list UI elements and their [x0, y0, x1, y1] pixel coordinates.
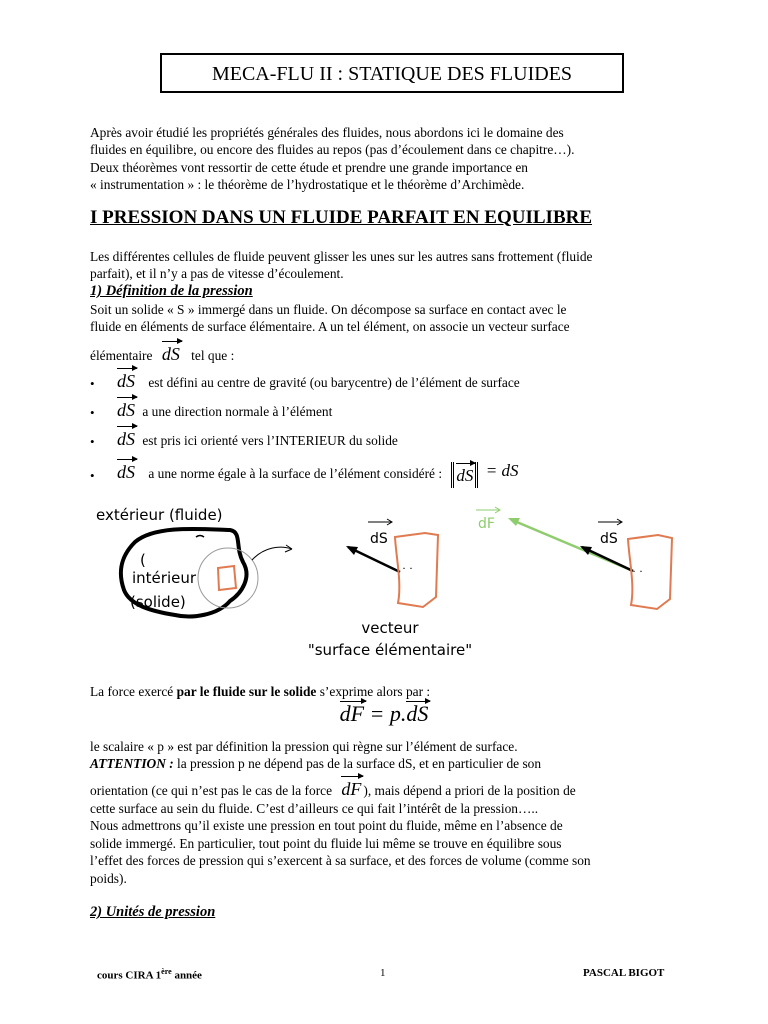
- footer-author: PASCAL BIGOT: [583, 967, 665, 979]
- bullet-item: [117, 396, 332, 420]
- vector-dF-symbol: dF: [339, 701, 365, 726]
- norm-bars: [451, 462, 478, 488]
- subsection-heading-units: 2) Unités de pression: [90, 904, 216, 920]
- zoom-circle: [198, 548, 258, 608]
- orientation-text: ), mais dépend a priori de la position de: [363, 783, 576, 798]
- figure-label-solid: (solide): [130, 593, 186, 611]
- intro-line: Deux théorèmes vont ressortir de cette étude et prendre une grande importance en: [90, 159, 528, 175]
- figure-label-dS-right: dS: [600, 531, 618, 547]
- footer-course-end: année: [171, 969, 202, 982]
- bullet-item: [117, 458, 519, 488]
- vector-arrow-mark: [598, 519, 622, 525]
- vector-arrow-mark: [476, 507, 500, 513]
- intro-line: Après avoir étudié les propriétés générales des fluides, nous abordons ici le domaine des: [90, 125, 564, 140]
- closing-line: poids).: [90, 870, 127, 886]
- closing-line: Nous admettrons qu’il existe une pression en tout point du fluide, même en l’absence de: [90, 818, 563, 834]
- zoom-arrow: [252, 547, 292, 560]
- vector-dS-symbol: dS: [117, 367, 135, 390]
- force-text: La force exercé: [90, 684, 177, 699]
- intro-line: fluides en équilibre, ou encore des fluides au repos (pas d’écoulement dans ce chapitre…).: [90, 142, 575, 158]
- section-intro: [90, 248, 680, 283]
- figure-label-dF: dF: [478, 516, 495, 532]
- figure-caption-vector: vecteur: [361, 619, 419, 637]
- pressure-figure: [80, 495, 700, 670]
- vector-dS-symbol: dS: [162, 340, 180, 363]
- vector-dS-symbol: dS: [117, 396, 135, 419]
- vector-dS-symbol: dS: [456, 462, 473, 485]
- surface-dots: · ·: [402, 561, 413, 575]
- closing-line: cette surface au sein du fluide. C’est d’ailleurs ce qui fait l’intérêt de la pression…..: [90, 801, 539, 816]
- definition-text: élémentaire: [90, 348, 153, 363]
- attention-text: la pression p ne dépend pas de la surface dS, et en particulier de son: [173, 756, 542, 771]
- definition-line-vector: [90, 340, 234, 364]
- vector-dS-symbol: dS: [117, 425, 135, 448]
- blob-tick-mark: [196, 536, 204, 538]
- formula-middle: = p.: [364, 701, 407, 726]
- subsection-heading-definition: 1) Définition de la pression: [90, 283, 253, 299]
- vector-dF-symbol: dF: [341, 775, 361, 798]
- bullet-symbol: •: [90, 405, 95, 420]
- section-intro-line: Les différentes cellules de fluide peuvent glisser les unes sur les autres sans frottement (fluide: [90, 249, 593, 264]
- footer-course-sup: ère: [161, 967, 172, 976]
- bullet-item: [117, 367, 520, 391]
- vector-dS-symbol: dS: [117, 458, 135, 481]
- bullet-symbol: •: [90, 434, 95, 449]
- footer-page-number: 1: [380, 967, 386, 979]
- definition-paragraph: [90, 301, 680, 336]
- bullet-item: [117, 425, 398, 449]
- figure-label-dS-left: dS: [370, 531, 388, 547]
- definition-text: tel que :: [191, 348, 235, 363]
- bullet-text: est défini au centre de gravité (ou barycentre) de l’élément de surface: [148, 375, 520, 390]
- vector-arrow-mark: [368, 519, 392, 525]
- figure-label-exterior: extérieur (fluide): [96, 506, 223, 524]
- bullet-symbol: •: [90, 376, 95, 391]
- closing-line: l’effet des forces de pression qui s’exercent à sa surface, et des forces de volume (comme son: [90, 853, 591, 869]
- closing-paragraph: [90, 800, 680, 887]
- page-title: MECA-FLU II : STATIQUE DES FLUIDES: [160, 53, 624, 93]
- figure-label-interior: intérieur: [132, 569, 197, 587]
- definition-line: Soit un solide « S » immergé dans un fluide. On décompose sa surface en contact avec le: [90, 302, 567, 317]
- force-formula: [0, 700, 768, 727]
- closing-line: solide immergé. En particulier, tout point du fluide lui même se trouve en équilibre sous: [90, 835, 562, 851]
- footer-course: [97, 967, 202, 982]
- force-text: s’exprime alors par :: [316, 684, 431, 699]
- force-line: [90, 683, 680, 700]
- intro-paragraph: [90, 124, 680, 194]
- attention-label: ATTENTION :: [90, 756, 174, 771]
- scalar-definition: le scalaire « p » est par définition la pression qui règne sur l’élément de surface.: [90, 739, 518, 754]
- bullet-text: est pris ici orienté vers l’INTERIEUR du solide: [142, 433, 398, 448]
- small-surface-element: [218, 566, 236, 590]
- section-heading: I PRESSION DANS UN FLUIDE PARFAIT EN EQUILIBRE: [90, 207, 593, 228]
- orientation-line: [90, 775, 576, 799]
- definition-line: fluide en éléments de surface élémentaire. A un tel élément, on associe un vecteur surface: [90, 319, 570, 335]
- intro-line: « instrumentation » : le théorème de l’hydrostatique et le théorème d’Archimède.: [90, 177, 525, 193]
- bullet-text: a une norme égale à la surface de l’élément considéré :: [148, 466, 443, 481]
- norm-inner: [453, 462, 476, 488]
- blob-paren-mark: (: [140, 551, 146, 569]
- vector-dS-symbol: dS: [406, 701, 429, 726]
- orientation-text: orientation (ce qui n’est pas le cas de la force: [90, 783, 333, 798]
- norm-equation-rhs: = dS: [485, 461, 519, 480]
- bullet-symbol: •: [90, 468, 95, 483]
- surface-dots: · ·: [632, 564, 643, 578]
- section-intro-line: parfait), et il n’y a pas de vitesse d’écoulement.: [90, 266, 344, 282]
- attention-line: [90, 755, 680, 772]
- bullet-text: a une direction normale à l’élément: [142, 404, 333, 419]
- force-text-bold: par le fluide sur le solide: [176, 684, 317, 699]
- footer-course-text: cours CIRA 1: [97, 969, 162, 982]
- figure-caption-surface: "surface élémentaire": [307, 641, 473, 659]
- dS-arrowhead-left: [346, 546, 358, 555]
